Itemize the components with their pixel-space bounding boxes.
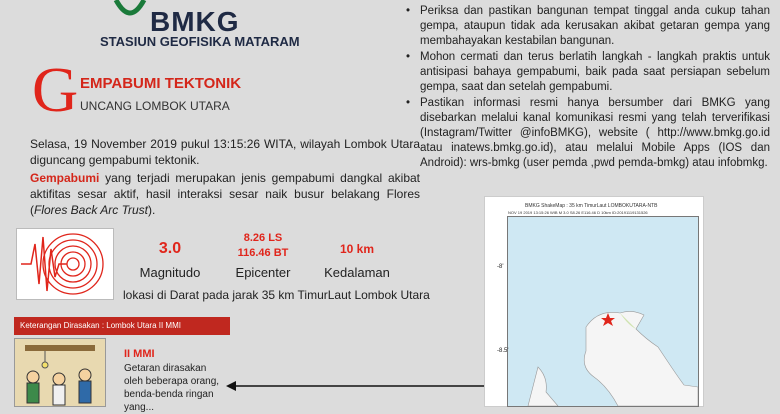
depth-value: 10 km	[339, 242, 375, 256]
advice-list	[398, 0, 770, 172]
shakemap-image	[507, 216, 699, 407]
map-lat-tick: -8'	[497, 264, 504, 270]
cause-text	[30, 170, 420, 218]
cause-body: yang terjadi merupakan jenis gempabumi dangkal akibat aktifitas sesar aktif, hasil interaksi sesar naik busur belakang Flores (	[30, 171, 420, 217]
station-name: STASIUN GEOFISIKA MATARAM	[100, 34, 300, 49]
magnitude-label: Magnitudo	[139, 265, 201, 280]
map-meta: NOV 19 2019 13:15:26 WIB M 3.0 S8.26 E116.46 D 10km ID:20191119131526	[508, 210, 648, 215]
advice-item: • Periksa dan pastikan bangunan tempat tinggal anda cukup tahan gempa, ataupun tidak ada kerusakan akibat getaran gempa yang membahayakan kestabilan bangunan.	[398, 4, 770, 49]
location-text: lokasi di Darat pada jarak 35 km TimurLaut Lombok Utara	[123, 288, 430, 302]
magnitude-value: 3.0	[158, 240, 182, 257]
cause-highlight: Gempabumi	[30, 171, 100, 185]
latitude-value: 8.26 LS	[243, 232, 283, 244]
cause-italic: Flores Back Arc Trust	[34, 203, 149, 217]
mmi-title: II MMI	[124, 348, 155, 360]
epicenter-label: Epicenter	[235, 265, 291, 280]
map-lat-tick: -8.5'	[497, 348, 509, 354]
mmi-description: Getaran dirasakan oleh beberapa orang, benda-benda ringan yang...	[124, 363, 220, 413]
seismograph-icon	[16, 228, 114, 300]
intro-text: Selasa, 19 November 2019 pukul 13:15:26 WITA, wilayah Lombok Utara diguncang gempabumi tektonik.	[30, 137, 420, 167]
page-subtitle: UNCANG LOMBOK UTARA	[80, 99, 230, 113]
page-title: EMPABUMI TEKTONIK	[80, 75, 242, 92]
cause-end: ).	[148, 203, 156, 217]
title-initial: G	[32, 54, 79, 125]
bmkg-logo	[112, 0, 148, 32]
felt-header: Keterangan Dirasakan : Lombok Utara II MMI	[14, 317, 230, 335]
longitude-value: 116.46 BT	[237, 247, 289, 259]
logo-icon	[112, 0, 148, 32]
advice-item: • Mohon cermati dan terus berlatih langkah - langkah praktis untuk antisipasi bahaya gempabumi, baik pada saat persiapan sebelum gempa, saat dan setelah gempabumi.	[398, 50, 770, 95]
agency-name: BMKG	[150, 6, 240, 37]
people-illustration	[14, 338, 106, 407]
depth-label: Kedalaman	[324, 265, 390, 280]
advice-item: • Pastikan informasi resmi hanya bersumber dari BMKG yang disebarkan melalui kanal komunikasi resmi yang telah terverifikasi (Instagram/Twitter @infoBMKG), website ( http://www.bmkg.go.id atau inatews.bmkg.go.id), atau melalui Mobile Apps (IOS dan Android): wrs-bmkg (user pemda ,pwd pemda-bmkg) atau infobmkg.	[398, 96, 770, 171]
map-title: BMKG ShakeMap : 35 km TimurLaut LOMBOKUTARA-NTB	[525, 203, 658, 209]
